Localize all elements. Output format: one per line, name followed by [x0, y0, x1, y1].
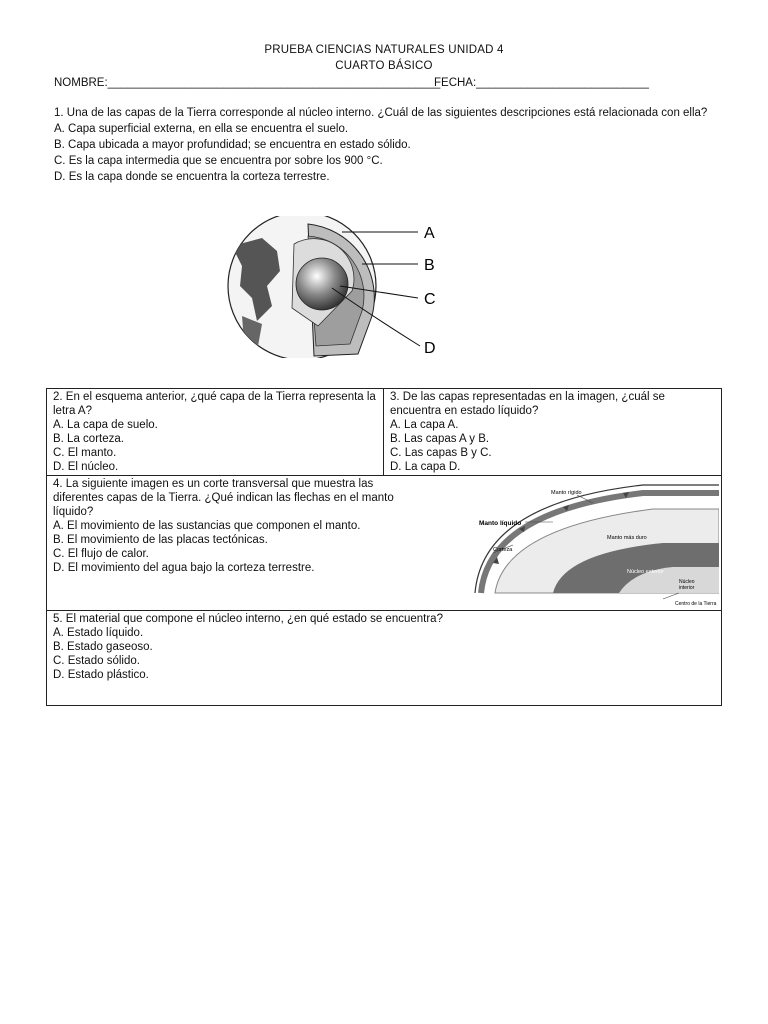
label-manto-liquido: Manto líquido: [479, 520, 522, 527]
question-1-option-d: D. Es la capa donde se encuentra la corteza terrestre.: [54, 171, 330, 183]
page-subtitle: CUARTO BÁSICO: [335, 60, 433, 72]
question-3-option-c: C. Las capas B y C.: [390, 447, 492, 459]
question-2-cell: [47, 389, 384, 476]
question-5-option-b: B. Estado gaseoso.: [53, 641, 153, 653]
label-corteza: Corteza: [493, 547, 513, 553]
page-title: PRUEBA CIENCIAS NATURALES UNIDAD 4: [264, 44, 504, 56]
name-field[interactable]: NOMBRE:____________________________________________________: [54, 77, 441, 89]
question-2-option-b: B. La corteza.: [53, 433, 124, 445]
label-nucleo-interior-2: interior: [679, 585, 695, 591]
question-5-option-a: A. Estado líquido.: [53, 627, 144, 639]
question-3-option-a: A. La capa A.: [390, 419, 459, 431]
question-4-text: 4. La siguiente imagen es un corte transversal que muestra las diferentes capas de la Tierra. ¿Qué indican las flechas en el manto líquido?: [53, 478, 394, 518]
question-2-option-d: D. El núcleo.: [53, 461, 119, 473]
question-2-option-c: C. El manto.: [53, 447, 117, 459]
question-1: [54, 105, 714, 185]
label-nucleo-interior-1: Núcleo: [679, 579, 695, 585]
question-3-cell: [384, 389, 722, 476]
question-4-option-c: C. El flujo de calor.: [53, 548, 149, 560]
date-field[interactable]: FECHA:___________________________: [434, 77, 649, 89]
label-manto-rigido: Manto rígido: [551, 490, 582, 496]
question-3-text: 3. De las capas representadas en la imagen, ¿cuál se encuentra en estado líquido?: [390, 391, 665, 417]
question-5-text: 5. El material que compone el núcleo interno, ¿en qué estado se encuentra?: [53, 613, 443, 625]
label-c: C: [424, 291, 436, 308]
question-1-option-c: C. Es la capa intermedia que se encuentra por sobre los 900 °C.: [54, 155, 383, 167]
question-5-option-c: C. Estado sólido.: [53, 655, 140, 667]
question-5-cell: [47, 611, 722, 706]
questions-table: [46, 388, 722, 706]
question-5-option-d: D. Estado plástico.: [53, 669, 149, 681]
earth-layers-diagram: [222, 216, 452, 358]
inner-core: [296, 258, 348, 310]
question-4-option-b: B. El movimiento de las placas tectónicas.: [53, 534, 268, 546]
label-d: D: [424, 340, 436, 357]
question-3-option-d: D. La capa D.: [390, 461, 461, 473]
question-2-text: 2. En el esquema anterior, ¿qué capa de la Tierra representa la letra A?: [53, 391, 376, 417]
label-manto-mas-duro: Manto más duro: [607, 535, 647, 541]
label-centro: Centro de la Tierra: [675, 601, 717, 607]
label-b: B: [424, 257, 435, 274]
question-2-option-a: A. La capa de suelo.: [53, 419, 158, 431]
cross-section-diagram: [423, 483, 719, 607]
question-1-option-b: B. Capa ubicada a mayor profundidad; se encuentra en estado sólido.: [54, 139, 411, 151]
label-a: A: [424, 225, 435, 242]
question-4-cell: [47, 476, 722, 611]
question-3-option-b: B. Las capas A y B.: [390, 433, 490, 445]
question-1-option-a: A. Capa superficial externa, en ella se encuentra el suelo.: [54, 123, 349, 135]
question-4-option-d: D. El movimiento del agua bajo la corteza terrestre.: [53, 562, 315, 574]
question-1-text: 1. Una de las capas de la Tierra corresponde al núcleo interno. ¿Cuál de las siguientes descripciones está relacionada con ella?: [54, 107, 708, 119]
question-4-option-a: A. El movimiento de las sustancias que componen el manto.: [53, 520, 361, 532]
label-nucleo-exterior: Núcleo exterior: [627, 569, 664, 575]
